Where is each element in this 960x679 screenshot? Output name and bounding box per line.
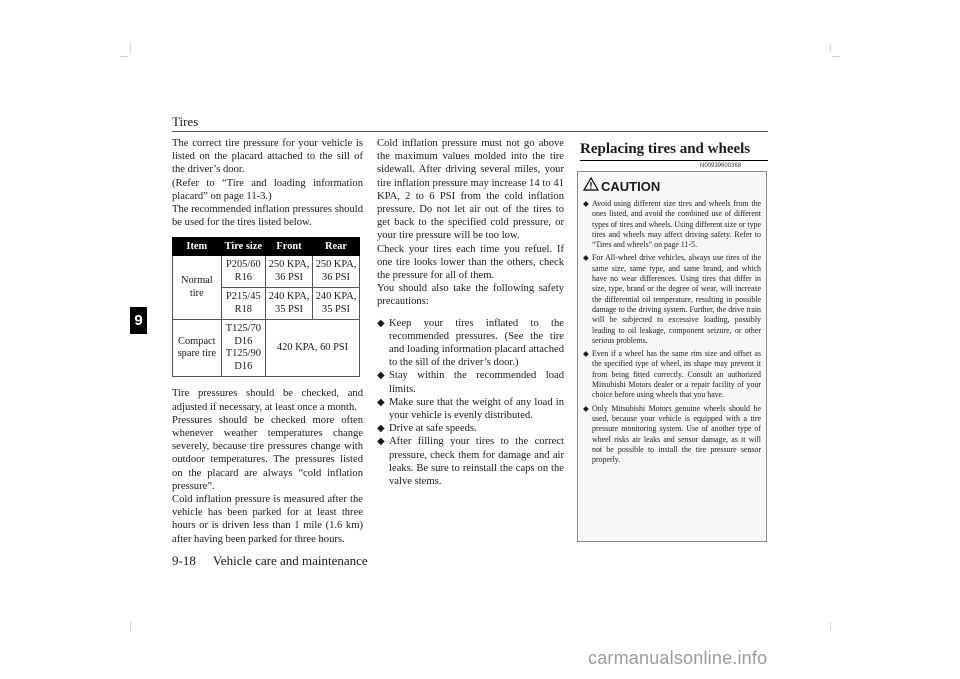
tire-size-cell (221, 320, 265, 377)
crop-mark (830, 44, 831, 52)
header-tire-size: Tire size (221, 238, 265, 256)
left-column (172, 137, 363, 546)
filled-diamond-icon: ◆ (377, 423, 385, 435)
crop-mark (832, 56, 840, 57)
table-row (173, 320, 360, 377)
page-number: 9-18 (172, 553, 196, 568)
caution-box (577, 171, 767, 542)
rear-pressure-cell: 250 KPA, 36 PSI (313, 256, 360, 288)
list-item: ◆ Keep your tires inflated to the recommended pressures. (See the tire and loading information placard attached to the sill of the driver’s door.) (377, 317, 564, 369)
header-divider (172, 131, 768, 132)
chapter-tab: 9 (130, 307, 147, 334)
recommendation-paragraph: The recommended inflation pressures should be used for the tires listed below. (172, 204, 363, 229)
front-pressure-cell: 240 KPA, 35 PSI (266, 288, 313, 320)
filled-diamond-icon: ◆ (377, 370, 385, 382)
safety-precautions-list (377, 317, 564, 489)
crop-mark (830, 622, 831, 630)
list-item: ◆ Avoid using different size tires and wheels from the ones listed, and avoid the combined use of different types of tires and wheels. Using different size or type tires and wheels may affect driving safety. Refer to “Tires and wheels” on page 11-5. (583, 199, 761, 250)
filled-diamond-icon: ◆ (377, 436, 385, 448)
header-rear: Rear (313, 238, 360, 256)
list-item: ◆ For All-wheel drive vehicles, always use tires of the same size, same type, and same brand, and which have no wear differences. Using tires that differ in size, type, brand or the degree of wear, will increase the differential oil temperature, resulting in possible damage to the driving system. Further, the drive train will be subjected to excessive loading, possibly leading to oil leakage, component seizure, or other serious problems. (583, 253, 761, 345)
page-footer (172, 553, 382, 569)
list-item: ◆ Make sure that the weight of any load in your vehicle is evenly distributed. (377, 396, 564, 422)
tire-pressure-table (172, 237, 360, 377)
compact-size-a: T125/70 D16 (225, 323, 261, 347)
list-item: ◆ Drive at safe speeds. (377, 423, 477, 435)
crop-mark (130, 44, 131, 52)
max-pressure-paragraph: Cold inflation pressure must not go above the maximum values molded into the tire sidewall. After driving several miles, your tire inflation pressure may increase 14 to 41 KPA, 2 to 6 PSI from the cold inflation pressure. Do not let air out of the tires to get back to the specified cold pressure, or your tire pressure will be too low. (377, 138, 564, 242)
compact-pressure-cell: 420 KPA, 60 PSI (266, 320, 360, 377)
check-paragraph: Tire pressures should be checked, and adjusted if necessary, at least once a month. (172, 388, 363, 413)
header-item: Item (173, 238, 222, 256)
table-row (173, 256, 360, 288)
list-item: ◆ Stay within the recommended load limits. (377, 370, 564, 395)
filled-diamond-icon: ◆ (377, 396, 385, 408)
page-header-title: Tires (172, 114, 199, 129)
filled-diamond-icon: ◆ (583, 349, 589, 359)
filled-diamond-icon: ◆ (583, 253, 589, 263)
crop-mark (120, 56, 128, 57)
crop-mark (130, 622, 131, 630)
list-item: ◆ Even if a wheel has the same rim size and offset as the specified type of wheel, its shape may prevent it from being fitted correctly. Consult an authorized Mitsubishi Motors dealer or a repair facility of your choice before using wheels that you have. (583, 349, 761, 400)
refuel-paragraph: Check your tires each time you refuel. If one tire looks lower than the others, check the pressure for all of them. (377, 243, 564, 282)
list-item: ◆ After filling your tires to the correct pressure, check them for damage and air leaks. Be sure to reinstall the caps on the valve stems. (377, 436, 564, 488)
list-item: ◆ Only Mitsubishi Motors genuine wheels should be used, because your vehicle is equipped with a tire pressure monitoring system. Use of another type of wheel risks air leaks and sensor damage, as it will not be possible to install the tire pressure sensor properly. (583, 403, 761, 465)
filled-diamond-icon: ◆ (583, 199, 589, 208)
section-title: Replacing tires and wheels (580, 141, 751, 157)
reference-paragraph: (Refer to “Tire and loading information placard” on page 11-3.) (172, 177, 363, 202)
normal-tire-label: Normal tire (173, 256, 222, 320)
section-divider (580, 160, 768, 161)
cold-inflation-paragraph: Cold inflation pressure is measured after the vehicle has been parked for at least three hours or is driven less than 1 mile (1.6 km) after having been parked for three hours. (172, 494, 363, 545)
section-code: N00939600368 (700, 163, 742, 169)
tire-size-cell: P205/60 R16 (221, 256, 265, 288)
intro-paragraph: The correct tire pressure for your vehicle is listed on the placard attached to the sill of the driver’s door. (172, 138, 363, 176)
caution-header (583, 177, 761, 196)
compact-spare-label: Compact spare tire (173, 320, 222, 377)
compact-size-b: T125/90 D16 (225, 348, 261, 372)
tire-size-cell: P215/45 R18 (221, 288, 265, 320)
caution-label: CAUTION (601, 179, 661, 194)
filled-diamond-icon: ◆ (377, 317, 385, 329)
weather-paragraph: Pressures should be checked more often whenever weather temperatures change severely, because tire pressures change with outdoor temperatures. The pressures listed on the placard are always “cold inflation pressure”. (172, 414, 363, 492)
rear-pressure-cell: 240 KPA, 35 PSI (313, 288, 360, 320)
watermark: carmanualsonline.info (588, 648, 768, 668)
filled-diamond-icon: ◆ (583, 403, 589, 413)
header-front: Front (266, 238, 313, 256)
warning-triangle-icon (583, 177, 599, 196)
precautions-intro: You should also take the following safety precautions: (377, 283, 564, 308)
footer-section-name: Vehicle care and maintenance (212, 553, 368, 568)
middle-column (377, 137, 564, 488)
caution-list (583, 199, 761, 465)
table-header-row (173, 238, 360, 256)
front-pressure-cell: 250 KPA, 36 PSI (266, 256, 313, 288)
